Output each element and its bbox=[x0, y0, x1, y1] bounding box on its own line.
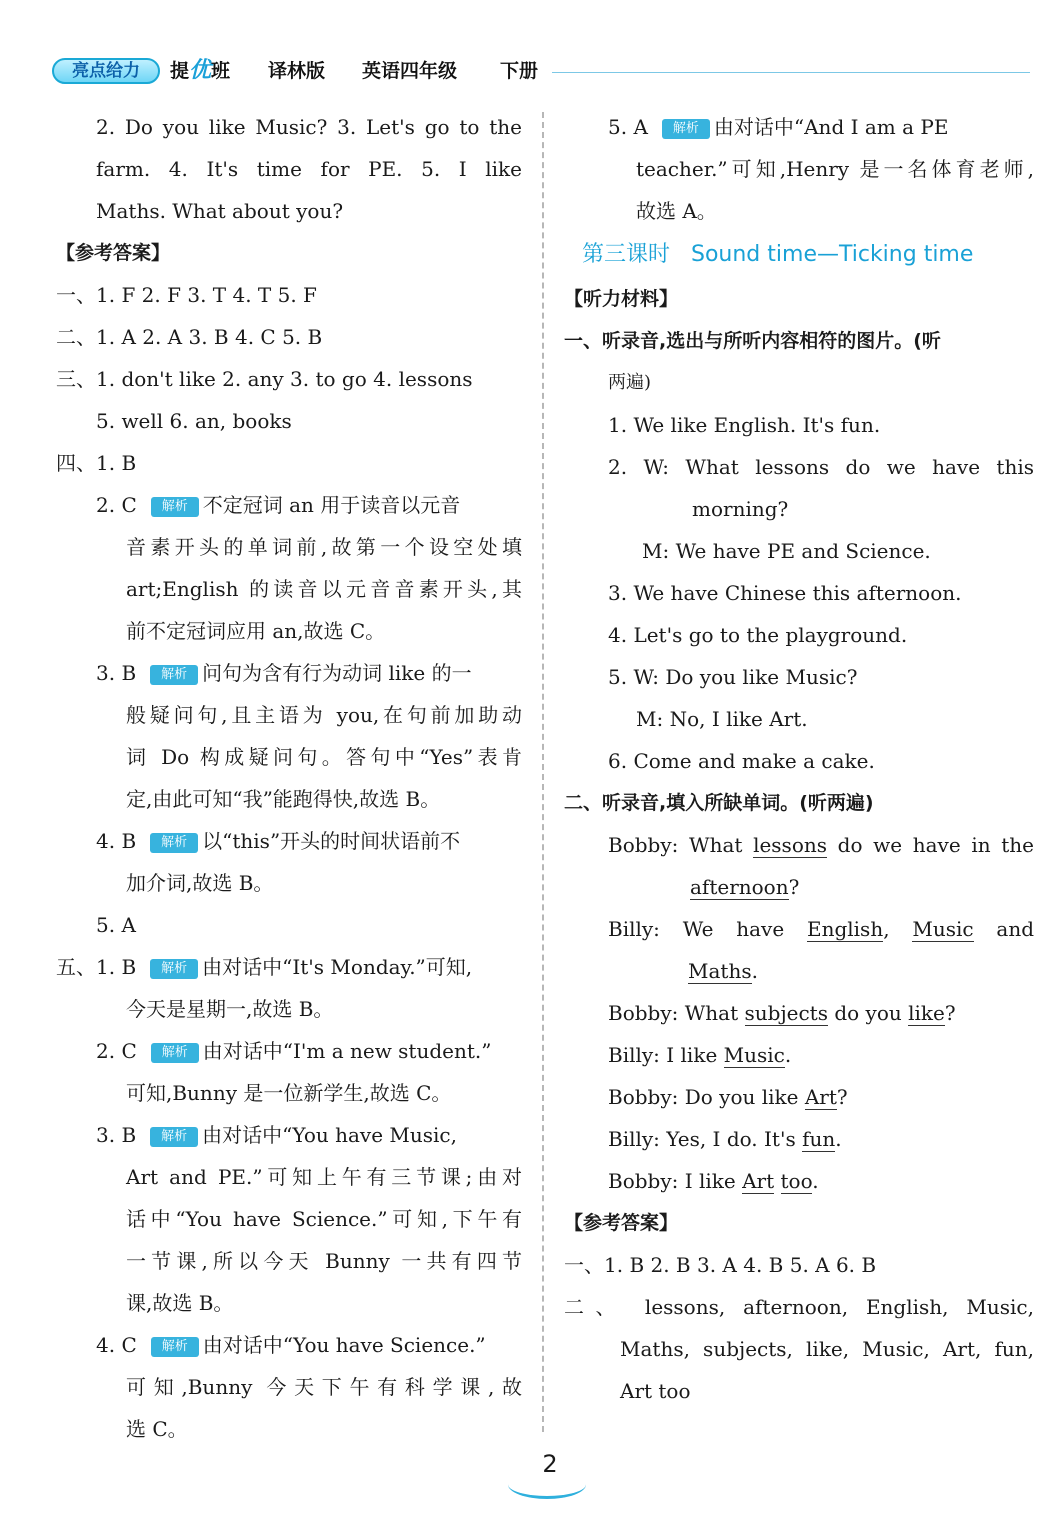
analysis-line: 般疑问句,且主语为 you,在句前加助动 bbox=[126, 703, 522, 727]
page-number-decoration bbox=[508, 1470, 586, 1499]
dialogue-line: Billy: I like Music. bbox=[608, 1043, 792, 1067]
analysis-line: 加介词,故选 B。 bbox=[126, 871, 274, 895]
script-line: 5. W: Do you like Music? bbox=[608, 665, 858, 689]
answers-heading: 【参考答案】 bbox=[564, 1212, 679, 1234]
analysis-line: 4. B 解析 以“this”开头的时间状语前不 bbox=[96, 829, 461, 853]
listening-heading: 【听力材料】 bbox=[564, 288, 679, 310]
analysis-line: 一节课,所以今天 Bunny 一共有四节 bbox=[126, 1249, 522, 1273]
brand-badge: 亮点给力 bbox=[52, 58, 160, 84]
script-line: M: We have PE and Science. bbox=[642, 539, 931, 563]
question-heading: 一、听录音,选出与所听内容相符的图片。(听 bbox=[564, 330, 941, 352]
analysis-line: 词 Do 构成疑问句。答句中“Yes”表肯 bbox=[126, 745, 522, 769]
dialogue-line: Bobby: What lessons do we have in the bbox=[608, 833, 1034, 857]
volume-label: 下册 bbox=[500, 60, 539, 82]
analysis-line: 五、1. B 解析 由对话中“It's Monday.”可知, bbox=[56, 955, 473, 979]
analysis-line: 定,由此可知“我”能跑得快,故选 B。 bbox=[126, 787, 441, 811]
answer-line: Art too bbox=[620, 1379, 691, 1403]
analysis-tag: 解析 bbox=[151, 497, 199, 517]
dialogue-line: Maths. bbox=[688, 959, 758, 983]
analysis-line: 前不定冠词应用 an,故选 C。 bbox=[126, 619, 386, 643]
analysis-line: 3. B 解析 问句为含有行为动词 like 的一 bbox=[96, 661, 472, 685]
page-number: 2 bbox=[542, 1450, 558, 1478]
header-rule bbox=[552, 72, 1030, 73]
answer-line: 5. well 6. an, books bbox=[96, 409, 292, 433]
dialogue-line: Bobby: Do you like Art? bbox=[608, 1085, 848, 1109]
edition-label: 译林版 bbox=[268, 60, 326, 82]
answer-line: Maths, subjects, like, Music, Art, fun, bbox=[620, 1337, 1034, 1361]
analysis-line: Art and PE.”可知上午有三节课;由对 bbox=[126, 1165, 522, 1189]
brand-title: 提优班 bbox=[170, 58, 231, 83]
analysis-tag: 解析 bbox=[150, 665, 198, 685]
analysis-line: 音素开头的单词前,故第一个设空处填 bbox=[126, 535, 522, 559]
answers-heading: 【参考答案】 bbox=[56, 242, 171, 264]
analysis-line: 3. B 解析 由对话中“You have Music, bbox=[96, 1123, 457, 1147]
lesson-title: 第三课时 Sound time—Ticking time bbox=[582, 242, 974, 267]
question-heading: 二、听录音,填入所缺单词。(听两遍) bbox=[564, 792, 874, 814]
column-divider bbox=[542, 112, 544, 1432]
analysis-line: 可知,Bunny 是一位新学生,故选 C。 bbox=[126, 1081, 452, 1105]
question-heading: 两遍) bbox=[608, 372, 652, 393]
script-line: 3. We have Chinese this afternoon. bbox=[608, 581, 962, 605]
analysis-tag: 解析 bbox=[151, 1337, 199, 1357]
text-line: 2. Do you like Music? 3. Let's go to the bbox=[96, 115, 522, 139]
answer-line: 二、1. A 2. A 3. B 4. C 5. B bbox=[56, 325, 323, 349]
analysis-line: 4. C 解析 由对话中“You have Science.” bbox=[96, 1333, 486, 1357]
analysis-tag: 解析 bbox=[150, 833, 198, 853]
dialogue-line: Billy: Yes, I do. It's fun. bbox=[608, 1127, 842, 1151]
analysis-line: 2. C 解析 由对话中“I'm a new student.” bbox=[96, 1039, 492, 1063]
analysis-line: 今天是星期一,故选 B。 bbox=[126, 997, 334, 1021]
analysis-line: 选 C。 bbox=[126, 1417, 188, 1441]
analysis-line: 可知,Bunny 今天下午有科学课,故 bbox=[126, 1375, 522, 1399]
analysis-line: 5. A 解析 由对话中“And I am a PE bbox=[608, 115, 949, 139]
analysis-tag: 解析 bbox=[662, 119, 710, 139]
analysis-line: art;English 的读音以元音音素开头,其 bbox=[126, 577, 522, 601]
text-line: Maths. What about you? bbox=[96, 199, 344, 223]
analysis-line: 故选 A。 bbox=[636, 199, 717, 223]
answer-line: 5. A bbox=[96, 913, 136, 937]
analysis-line: teacher.”可知,Henry 是一名体育老师, bbox=[636, 157, 1034, 181]
script-line: 2. W: What lessons do we have this bbox=[608, 455, 1034, 479]
script-line: 6. Come and make a cake. bbox=[608, 749, 875, 773]
answer-line: 三、1. don't like 2. any 3. to go 4. lessons bbox=[56, 367, 473, 391]
answer-line: 一、1. F 2. F 3. T 4. T 5. F bbox=[56, 283, 317, 307]
analysis-tag: 解析 bbox=[150, 959, 198, 979]
answer-line: 四、1. B bbox=[56, 451, 137, 475]
analysis-line: 课,故选 B。 bbox=[126, 1291, 234, 1315]
analysis-tag: 解析 bbox=[151, 1043, 199, 1063]
dialogue-line: Billy: We have English, Music and bbox=[608, 917, 1035, 941]
page-header bbox=[52, 56, 1032, 88]
subject-label: 英语四年级 bbox=[362, 60, 458, 82]
script-line: 4. Let's go to the playground. bbox=[608, 623, 908, 647]
script-line: morning? bbox=[692, 497, 789, 521]
dialogue-line: afternoon? bbox=[690, 875, 800, 899]
analysis-line: 话中“You have Science.”可知,下午有 bbox=[126, 1207, 522, 1231]
dialogue-line: Bobby: What subjects do you like? bbox=[608, 1001, 956, 1025]
analysis-line: 2. C 解析 不定冠词 an 用于读音以元音 bbox=[96, 493, 461, 517]
dialogue-line: Bobby: I like Art too. bbox=[608, 1169, 819, 1193]
right-column bbox=[564, 106, 1034, 1412]
script-line: M: No, I like Art. bbox=[636, 707, 808, 731]
answer-line: 二、 lessons, afternoon, English, Music, bbox=[564, 1295, 1034, 1319]
script-line: 1. We like English. It's fun. bbox=[608, 413, 881, 437]
answer-line: 一、1. B 2. B 3. A 4. B 5. A 6. B bbox=[564, 1253, 877, 1277]
left-column bbox=[56, 106, 522, 1450]
text-line: farm. 4. It's time for PE. 5. I like bbox=[96, 157, 522, 181]
analysis-tag: 解析 bbox=[150, 1127, 198, 1147]
